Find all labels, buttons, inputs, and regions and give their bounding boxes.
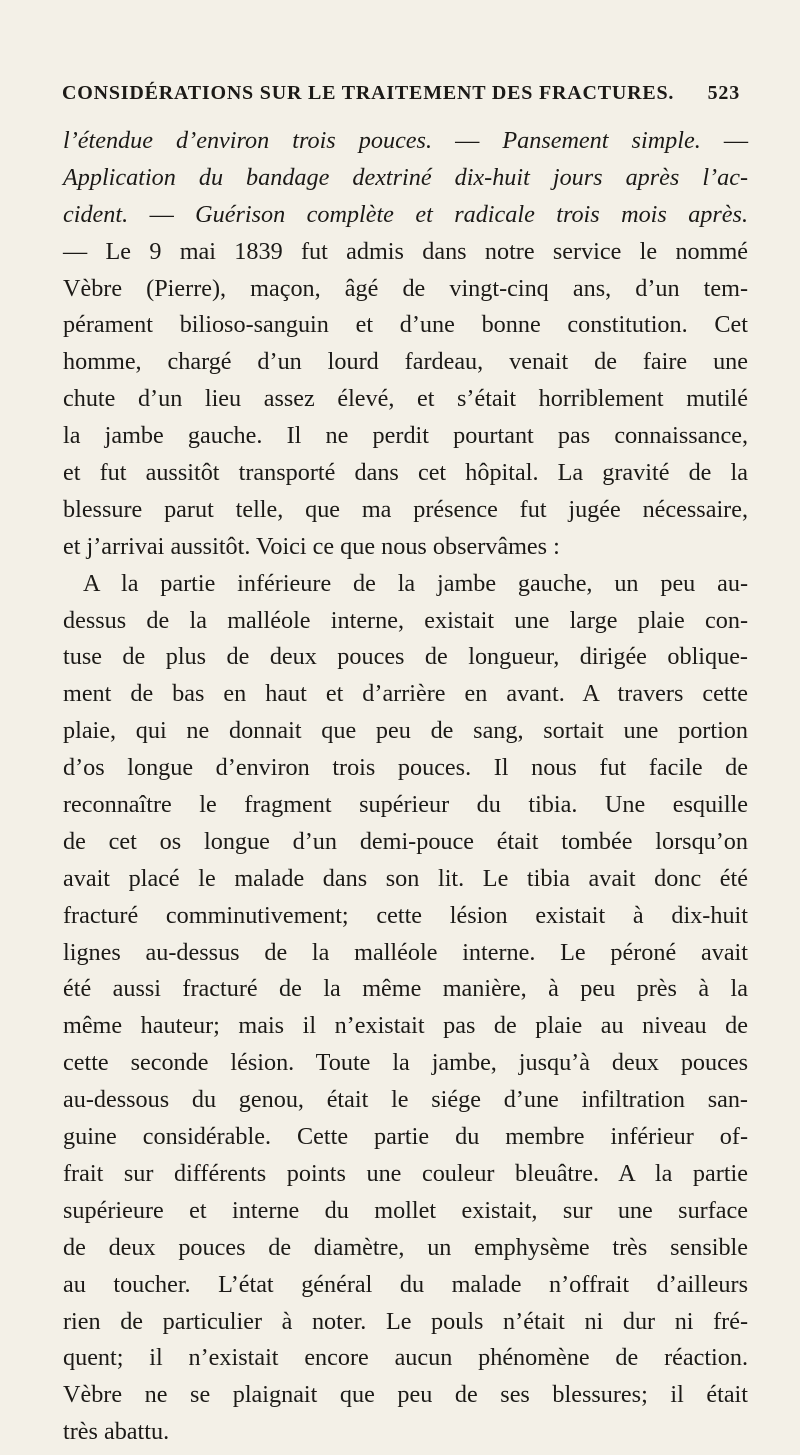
text-line [63, 935, 748, 972]
text-line [63, 1008, 748, 1045]
text-line [63, 455, 748, 492]
text-line [63, 1340, 748, 1377]
text-segment: de cet os longue d’un demi-pouce était tombée lorsqu’on [63, 827, 748, 855]
page-number: 523 [707, 82, 740, 104]
text-segment: tuse de plus de deux pouces de longueur, dirigée oblique- [63, 643, 748, 671]
text-line [63, 123, 748, 160]
text-segment: — [432, 127, 503, 154]
italic-text-segment: Application du bandage dextriné dix-huit jours après l’ac- [63, 163, 748, 191]
text-line [63, 197, 748, 234]
text-segment: supérieure et interne du mollet existait, sur une surface [63, 1196, 748, 1224]
text-segment: plaie, qui ne donnait que peu de sang, sortait une portion [63, 717, 748, 745]
text-segment: frait sur différents points une couleur bleuâtre. A la partie [63, 1159, 748, 1187]
text-segment: quent; il n’existait encore aucun phénomène de réaction. [63, 1344, 748, 1372]
italic-text-segment: Guérison complète et radicale trois mois après. [195, 200, 748, 228]
text-line [63, 971, 748, 1008]
text-line [63, 307, 748, 344]
text-segment: blessure parut telle, que ma présence fut jugée nécessaire, [63, 495, 748, 523]
text-segment: au-dessous du genou, était le siége d’une infiltration san- [63, 1086, 748, 1114]
text-segment: même hauteur; mais il n’existait pas de plaie au niveau de [63, 1012, 748, 1040]
text-line [63, 271, 748, 308]
text-line [63, 1377, 748, 1414]
text-segment: la jambe gauche. Il ne perdit pourtant pas connaissance, [63, 422, 748, 450]
text-segment: reconnaître le fragment supérieur du tibia. Une esquille [63, 791, 748, 819]
text-line [63, 381, 748, 418]
text-line [63, 1193, 748, 1230]
text-segment: — [700, 127, 749, 154]
text-line [63, 1119, 748, 1156]
text-line [63, 492, 748, 529]
text-segment: ment de bas en haut et d’arrière en avant. A travers cette [63, 680, 748, 708]
text-segment: chute d’un lieu assez élevé, et s’était horriblement mutilé [63, 385, 748, 413]
text-segment: dessus de la malléole interne, existait une large plaie con- [63, 606, 748, 634]
text-line [63, 898, 748, 935]
text-segment: au toucher. L’état général du malade n’offrait d’ailleurs [63, 1270, 748, 1298]
italic-text-segment: l’étendue d’environ trois pouces. [63, 127, 433, 154]
text-line [63, 639, 748, 676]
text-segment: — [128, 200, 196, 228]
text-segment: très abattu. [63, 1418, 170, 1446]
text-line [63, 418, 748, 455]
body-text [63, 123, 748, 1451]
text-segment: avait placé le malade dans son lit. Le tibia avait donc été [63, 864, 748, 892]
text-segment: rien de particulier à noter. Le pouls n’était ni dur ni fré- [63, 1307, 748, 1335]
text-segment: homme, chargé d’un lourd fardeau, venait de faire une [63, 348, 748, 376]
running-head [62, 82, 740, 116]
text-segment: de deux pouces de diamètre, un emphysème très sensible [63, 1233, 748, 1261]
text-line [63, 750, 748, 787]
text-segment: Vèbre (Pierre), maçon, âgé de vingt-cinq ans, d’un tem- [63, 274, 748, 302]
text-line [63, 676, 748, 713]
text-line [63, 234, 748, 271]
text-line [63, 566, 748, 603]
text-segment: — Le 9 mai 1839 fut admis dans notre service le nommé [63, 237, 748, 265]
text-line [63, 1082, 748, 1119]
text-line [63, 529, 748, 566]
text-segment: fracturé comminutivement; cette lésion existait à dix-huit [63, 901, 748, 929]
italic-text-segment: Pansement simple. [502, 127, 701, 154]
text-line [63, 603, 748, 640]
italic-text-segment: cident. [63, 200, 129, 228]
text-segment: été aussi fracturé de la même manière, à peu près à la [63, 975, 748, 1003]
text-line [63, 1156, 748, 1193]
text-line [63, 1304, 748, 1341]
running-head-title: CONSIDÉRATIONS SUR LE TRAITEMENT DES FRACTURES. [62, 82, 675, 104]
text-segment: guine considérable. Cette partie du membre inférieur of- [63, 1123, 748, 1151]
text-line [63, 861, 748, 898]
text-segment: lignes au-dessus de la malléole interne. Le péroné avait [63, 938, 748, 966]
text-line [63, 824, 748, 861]
text-segment: et fut aussitôt transporté dans cet hôpital. La gravité de la [63, 459, 748, 487]
text-line [63, 1414, 748, 1451]
text-line [63, 713, 748, 750]
text-segment: cette seconde lésion. Toute la jambe, jusqu’à deux pouces [63, 1049, 748, 1077]
text-line [63, 344, 748, 381]
text-line [63, 1267, 748, 1304]
text-line [63, 160, 748, 197]
text-line [63, 1230, 748, 1267]
text-line [63, 787, 748, 824]
text-segment: Vèbre ne se plaignait que peu de ses blessures; il était [63, 1381, 748, 1409]
text-segment: d’os longue d’environ trois pouces. Il nous fut facile de [63, 754, 748, 782]
text-line [63, 1045, 748, 1082]
text-segment: et j’arrivai aussitôt. Voici ce que nous observâmes : [63, 532, 560, 560]
text-segment: pérament bilioso-sanguin et d’une bonne constitution. Cet [63, 311, 748, 339]
text-segment: A la partie inférieure de la jambe gauche, un peu au- [83, 569, 748, 597]
